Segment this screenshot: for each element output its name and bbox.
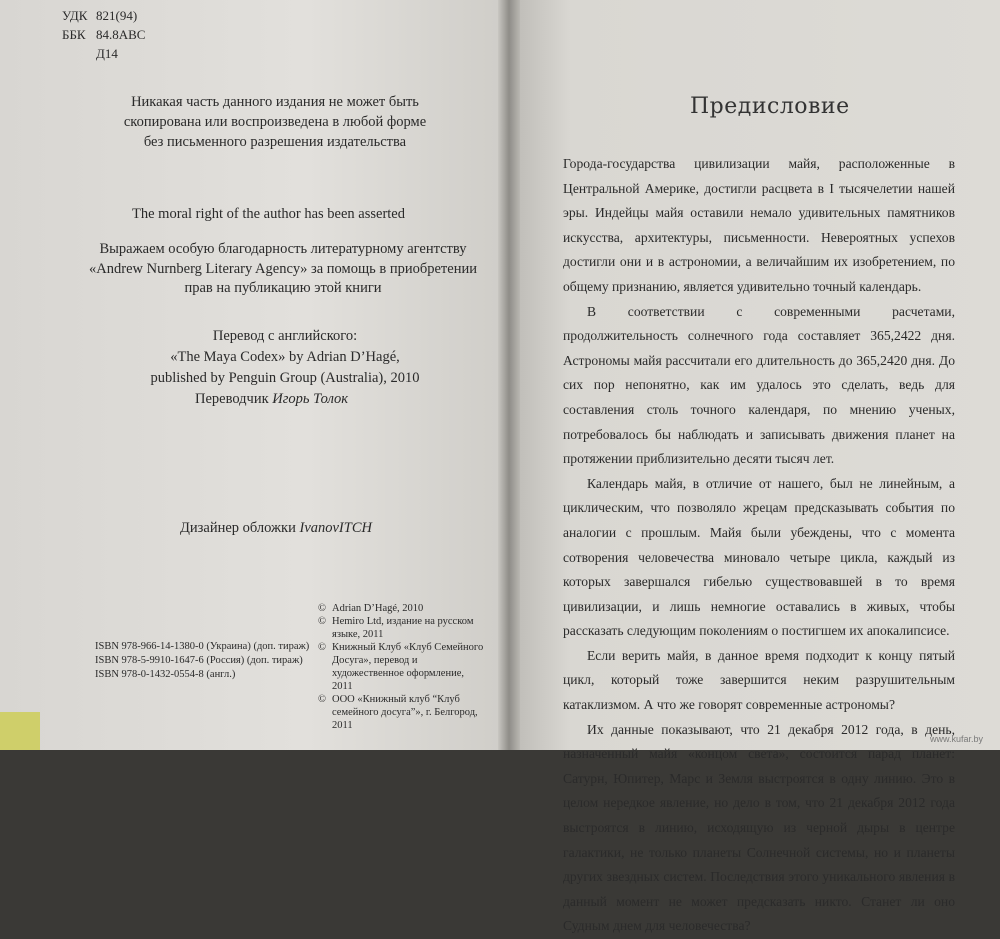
translation-line: «The Maya Codex» by Adrian D’Hagé,: [170, 349, 400, 365]
preface-body: [563, 152, 955, 939]
book-gutter: [498, 0, 520, 750]
isbn-line: ISBN 978-966-14-1380-0 (Украина) (доп. тираж): [95, 641, 310, 652]
isbn-line: ISBN 978-0-1432-0554-8 (англ.): [95, 669, 236, 680]
paragraph: Их данные показывают, что 21 декабря 2012 года, в день, назначенный майя «концом света», состоится парад планет: Сатурн, Юпитер, Марс и Земля выстроятся в одну линию. Это в целом нередкое явление, но дело в том, что 21 декабря 2012 года выстроятся в линию, исходящую из черной дыры в центре галактики, не только планеты Солнечной системы, но и планеты других звездных систем. Последствия этого уникального явления в данный момент не может предсказать никто. Станет ли оно Судным днем для человечества?: [563, 721, 955, 934]
bbk-label: ББК: [62, 27, 86, 42]
cover-designer-name: IvanovITCH: [299, 520, 372, 536]
author-code: Д14: [96, 46, 118, 61]
bbk-value: 84.8ABC: [96, 27, 146, 42]
copyright-item: © Hemiro Ltd, издание на русском языке, 2011: [318, 616, 474, 640]
page-title: Предисловие: [690, 94, 850, 119]
isbn-line: ISBN 978-5-9910-1647-6 (Россия) (доп. тираж): [95, 655, 303, 666]
paragraph: В соответствии с современными расчетами, продолжительность солнечного года составляет 365,2422 дня. Астрономы майя рассчитали его длительность до 365,2420 дня. До сих пор непонятно, как им удалось это сделать, ведь для составления столь точного календаря, по мнению ученых, потребовалось бы наблюдать и записывать движения планет на протяжении приблизительно десяти тысяч лет.: [563, 303, 955, 467]
copyright-item: © Книжный Клуб «Клуб Семейного Досуга», перевод и художественное оформление, 2011: [318, 642, 484, 692]
table-edge: [0, 712, 40, 750]
rights-notice: Никакая часть данного издания не может быть скопирована или воспроизведена в любой форме без письменного разрешения издательства: [123, 94, 427, 150]
cover-designer-label: Дизайнер обложки: [180, 520, 296, 536]
watermark: www.kufar.by: [930, 734, 984, 744]
translator-name: Игорь Толок: [272, 391, 349, 407]
udk-label: УДК: [62, 8, 88, 23]
isbn-block: [95, 640, 309, 682]
thanks-note: Выражаем особую благодарность литературному агентству «Andrew Nurnberg Literary Agency» за помощь в приобретении прав на публикацию этой книги: [89, 241, 477, 296]
udk-value: 821(94): [96, 8, 138, 23]
moral-right-line: The moral right of the author has been asserted: [132, 206, 405, 222]
copyright-item: © Adrian D’Hagé, 2010: [318, 603, 424, 614]
paragraph: Если верить майя, в данное время подходит к концу пятый цикл, который тоже завершится неким разрушительным катаклизмом. А что же говорят современные астрономы?: [563, 647, 955, 713]
cover-designer-credit: [180, 520, 372, 537]
copyright-block: [318, 602, 486, 732]
translation-block: [120, 326, 450, 389]
paragraph: Календарь майя, в отличие от нашего, был не линейным, а циклическим, что позволяло жрецам предсказывать события по аналогии с прошлым. Майя были убеждены, что с момента сотворения человечества миновало четыре цикла, каждый из которых завершался гибелью существовавшей в то время цивилизации, и лишь немногие оставались в живых, чтобы рассказать следующим поколениям о постигшем их апокалипсисе.: [563, 475, 955, 639]
translation-line: Перевод с английского:: [212, 328, 358, 344]
copyright-item: © ООО «Книжный клуб “Клуб семейного досуга”», г. Белгород, 2011: [318, 694, 478, 731]
copyright-symbol: ©: [318, 642, 326, 653]
copyright-symbol: ©: [318, 694, 326, 705]
paragraph: Города-государства цивилизации майя, расположенные в Центральной Америке, достигли расцвета в I тысячелетии нашей эры. Индейцы майя оставили немало удивительных памятников искусства, архитектуры, письменности. Невероятных успехов достигли они и в астрономии, а величайшим их изобретением, по общему признанию, является удивительно точный календарь.: [563, 156, 955, 294]
translator-credit: [195, 391, 348, 408]
copyright-symbol: ©: [318, 603, 326, 614]
translator-label: Переводчик: [195, 391, 269, 407]
classification-block: [62, 6, 145, 63]
copyright-symbol: ©: [318, 616, 326, 627]
translation-line: published by Penguin Group (Australia), 2010: [150, 370, 420, 386]
